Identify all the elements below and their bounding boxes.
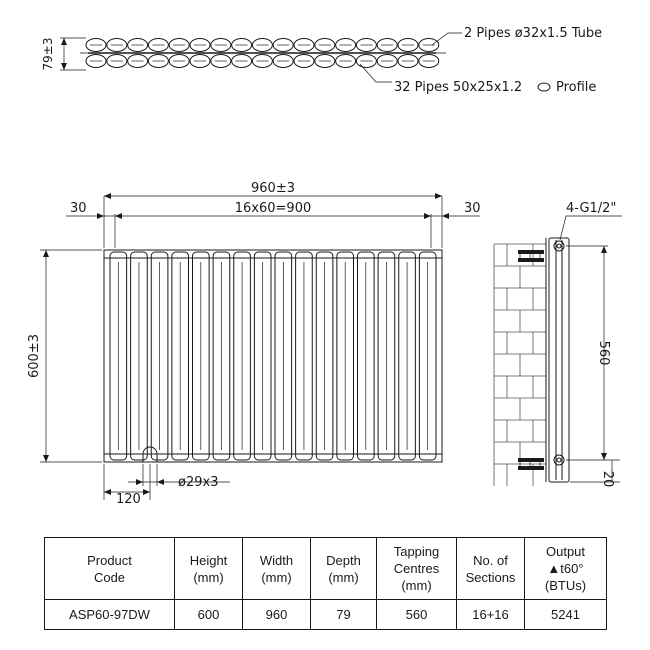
- tube-row-front: [86, 39, 439, 52]
- table-row: [45, 600, 607, 630]
- height-dimension-label: 600±3: [27, 334, 42, 378]
- header-output: Output ▲t60° (BTUs): [525, 538, 607, 600]
- tube-row-back: [86, 55, 439, 68]
- header-product-code: Product Code: [45, 538, 175, 600]
- cell-output: 5241: [525, 600, 607, 630]
- table-header-row: [45, 538, 607, 600]
- bottom-offset-label: 20: [600, 470, 615, 488]
- width-dimension-label: 960±3: [251, 181, 295, 196]
- tube-callout: 2 Pipes ø32x1.5 Tube: [464, 26, 603, 41]
- profile-symbol-icon: [538, 83, 550, 91]
- radiator-columns: [110, 252, 436, 460]
- inlet-offset-label: 120: [116, 492, 141, 507]
- top-bracket-icon: [518, 250, 544, 262]
- profile-word: Profile: [556, 80, 597, 95]
- cell-height: 600: [175, 600, 243, 630]
- connection-label: 4-G1/2": [566, 201, 617, 216]
- radiator-outline: [104, 250, 442, 462]
- header-tapping-centres: Tapping Centres (mm): [377, 538, 457, 600]
- left-offset-label: 30: [70, 201, 87, 216]
- header-width: Width (mm): [243, 538, 311, 600]
- right-offset-label: 30: [464, 201, 481, 216]
- spec-table: [44, 537, 607, 630]
- radiator-side-profile: [549, 238, 569, 482]
- header-sections: No. of Sections: [457, 538, 525, 600]
- brick-wall: [494, 244, 546, 486]
- depth-dimension-label: 79±3: [41, 37, 55, 71]
- tube-leader: [432, 33, 462, 45]
- profile-leader: [360, 64, 392, 82]
- top-view: [41, 26, 602, 95]
- side-view: [494, 201, 622, 487]
- cell-depth: 79: [311, 600, 377, 630]
- cell-tapping-centres: 560: [377, 600, 457, 630]
- profile-callout: 32 Pipes 50x25x1.2: [394, 80, 523, 95]
- header-height: Height (mm): [175, 538, 243, 600]
- cell-sections: 16+16: [457, 600, 525, 630]
- cell-width: 960: [243, 600, 311, 630]
- header-depth: Depth (mm): [311, 538, 377, 600]
- front-view: [27, 181, 481, 507]
- tapping-centres-label: 560: [596, 340, 611, 366]
- inlet-diameter-label: ø29x3: [178, 475, 219, 490]
- cell-product-code: ASP60-97DW: [45, 600, 175, 630]
- connection-leader: [560, 216, 622, 240]
- centres-dimension-label: 16x60=900: [234, 201, 312, 216]
